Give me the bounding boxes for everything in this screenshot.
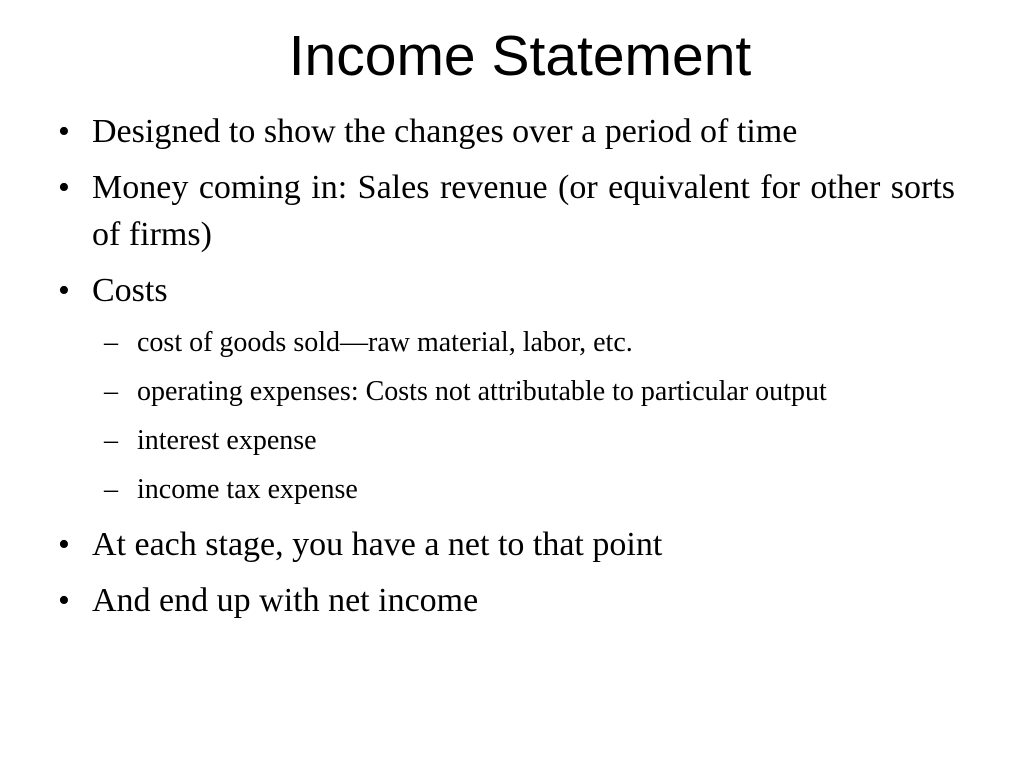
cost-sub-list [58, 323, 955, 510]
bullet-item [58, 164, 955, 258]
sub-bullet-text: operating expenses: Costs not attributable to particular output [137, 376, 827, 407]
bullet-item [58, 521, 955, 568]
bullet-text: And end up with net income [92, 582, 479, 619]
bullet-item [58, 108, 955, 155]
sub-bullet-text: interest expense [137, 425, 317, 456]
bullet-marker: • [58, 582, 70, 619]
bullet-marker: • [58, 169, 70, 206]
sub-bullet-item [104, 470, 955, 510]
slide-title: Income Statement [288, 24, 752, 88]
sub-bullet-marker: – [104, 425, 118, 456]
bullet-item [58, 267, 955, 314]
sub-bullet-item [104, 421, 955, 461]
sub-bullet-item [104, 323, 955, 363]
sub-bullet-marker: – [104, 474, 118, 505]
bullet-text: Costs [92, 272, 168, 309]
sub-bullet-marker: – [104, 376, 118, 407]
sub-bullet-text: income tax expense [137, 474, 358, 505]
sub-bullet-item [104, 372, 955, 412]
bullet-marker: • [58, 272, 70, 309]
sub-bullet-text: cost of goods sold—raw material, labor, etc. [137, 327, 633, 358]
sub-bullet-marker: – [104, 327, 118, 358]
bullet-marker: • [58, 113, 70, 150]
bullet-item [58, 577, 955, 624]
slide-content [58, 108, 955, 633]
bullet-text: Money coming in: Sales revenue (or equivalent for other sorts of firms) [92, 169, 955, 253]
bullet-text: At each stage, you have a net to that point [92, 526, 663, 563]
bullet-text: Designed to show the changes over a period of time [92, 113, 798, 150]
bullet-marker: • [58, 526, 70, 563]
